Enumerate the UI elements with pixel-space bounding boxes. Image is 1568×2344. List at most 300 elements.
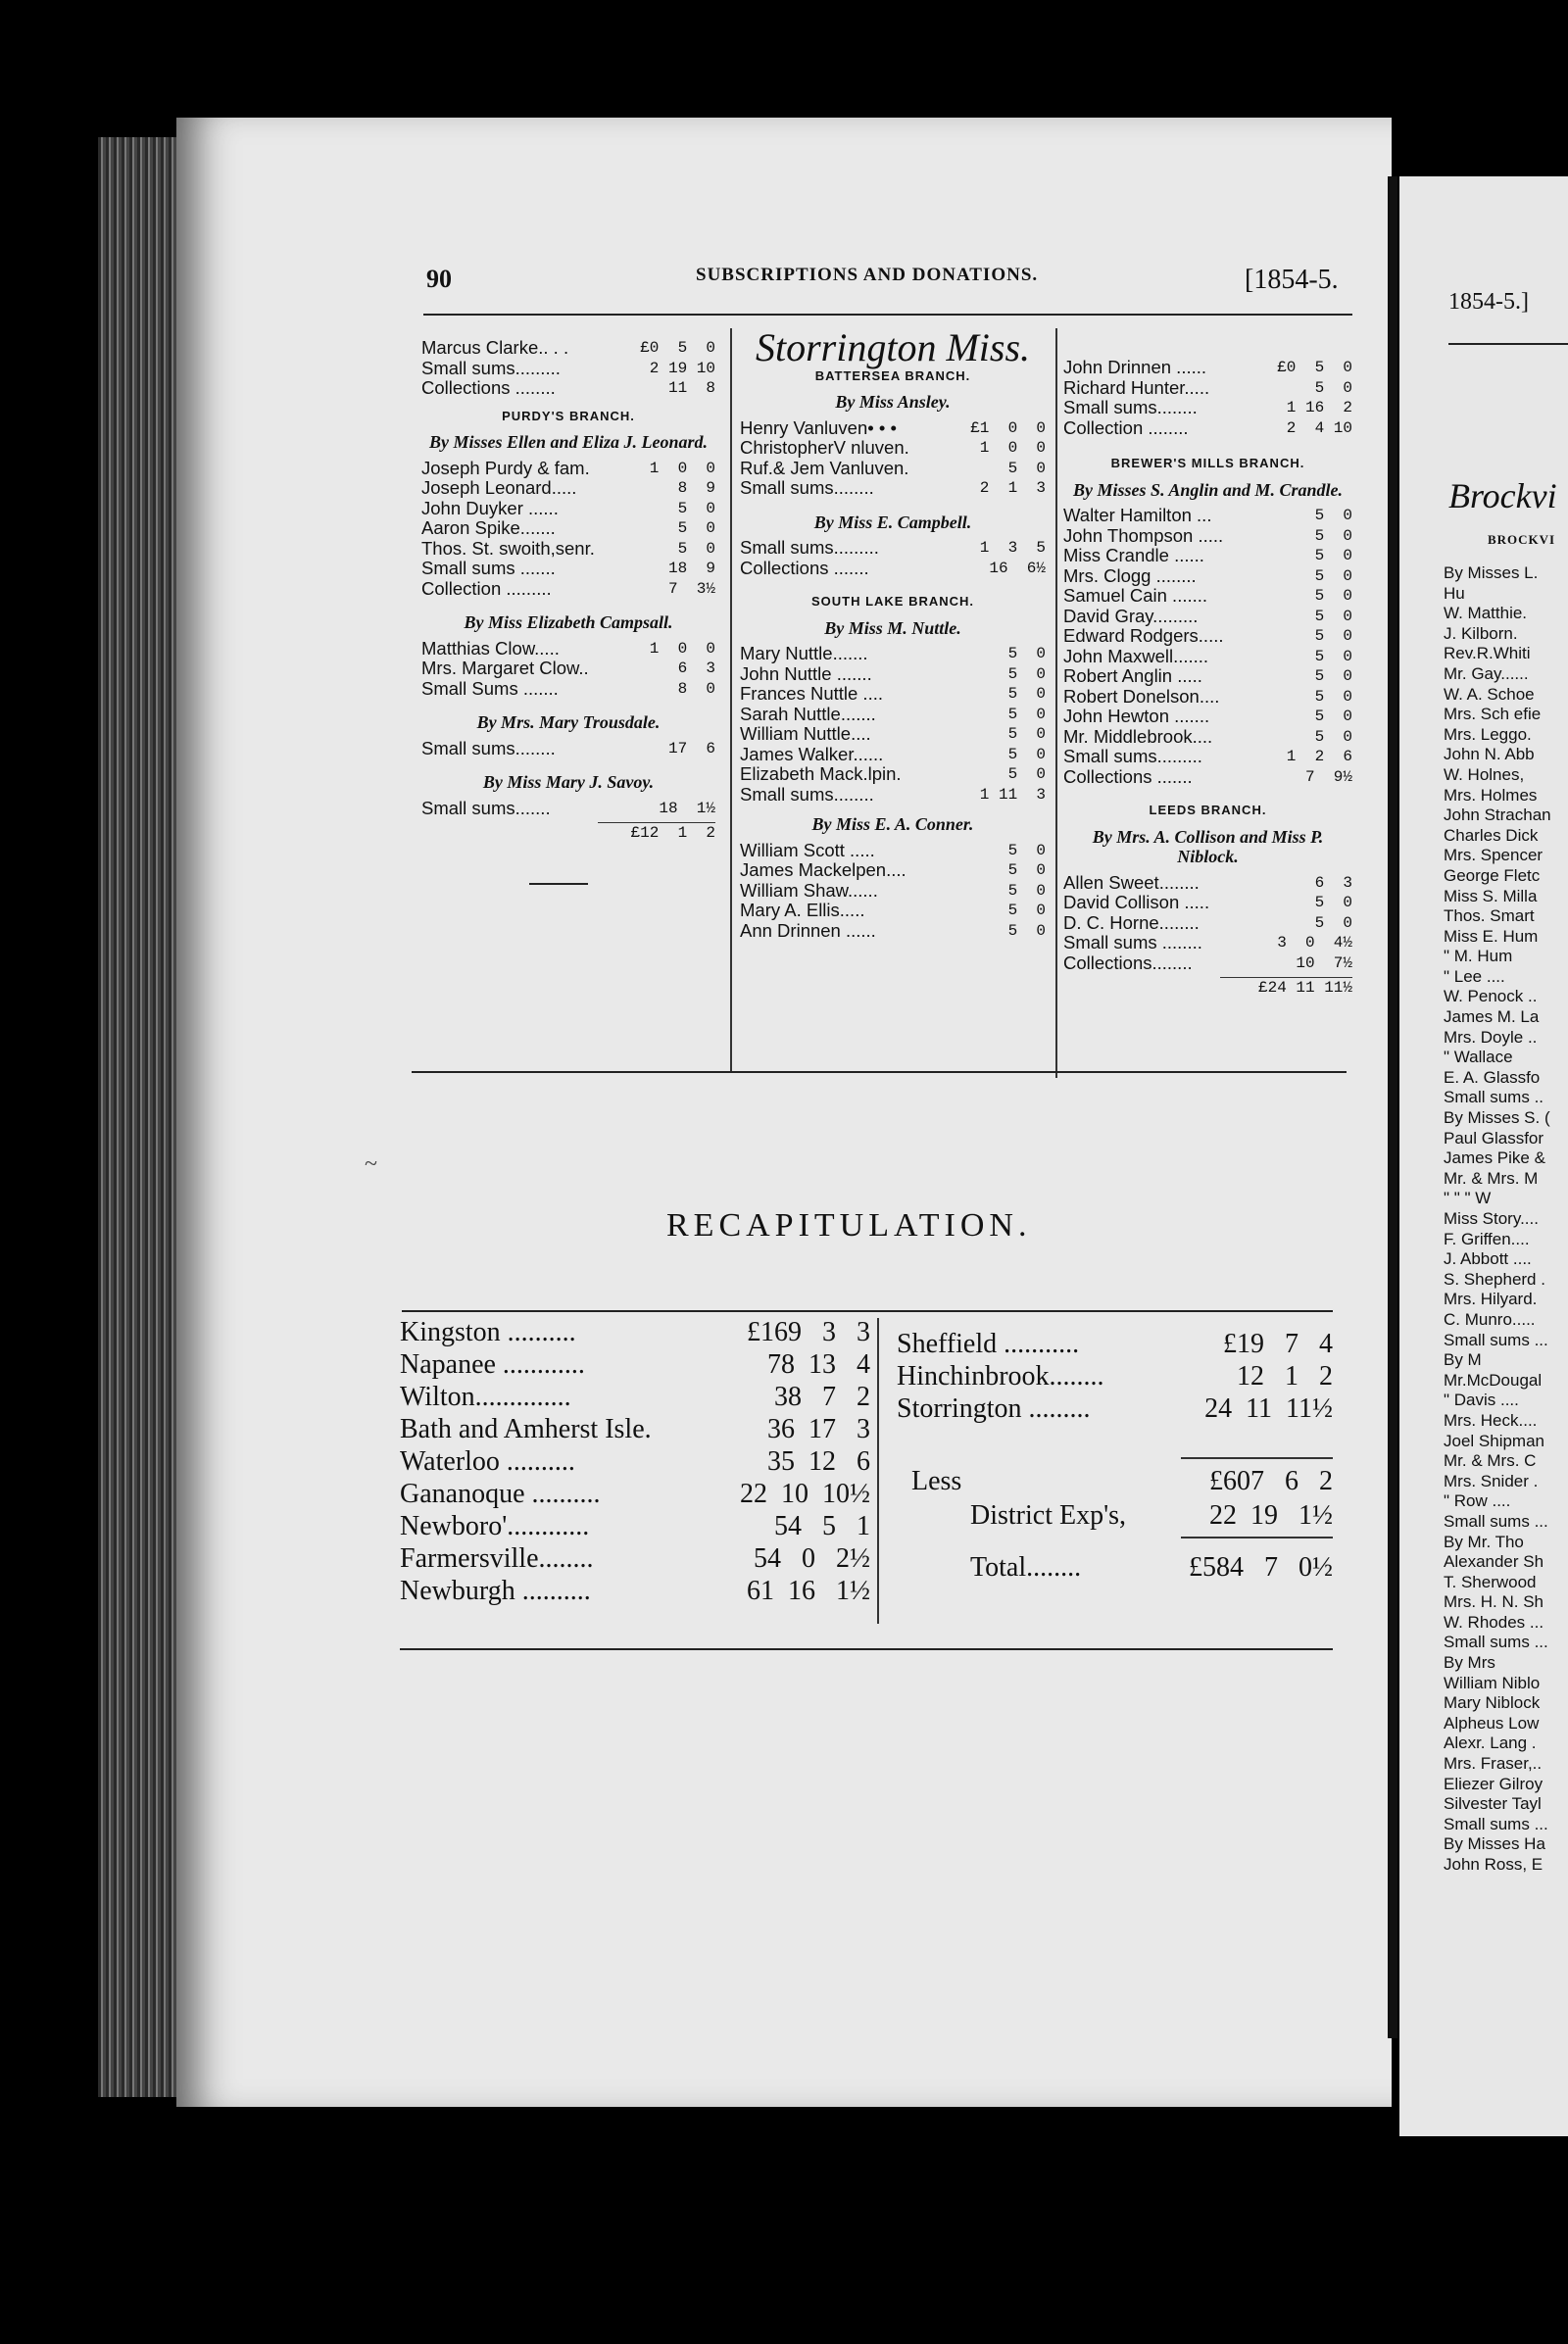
fragment-line: " Wallace [1444, 1048, 1513, 1067]
entry-amount: 5 0 [1007, 841, 1046, 859]
ledger-row [740, 724, 1046, 745]
entry-label: John Thompson ..... [1063, 524, 1224, 546]
column-2 [740, 325, 1046, 941]
ledger-row [421, 579, 715, 600]
ledger-row [740, 764, 1046, 785]
fragment-line: Small sums ... [1444, 1633, 1548, 1652]
collector-line: By Miss Ansley. [835, 392, 951, 412]
column-divider-1 [730, 328, 732, 1073]
ledger-row [1063, 378, 1352, 399]
entry-amount: 2 1 3 [979, 479, 1046, 497]
ledger-row [740, 418, 1046, 439]
collector-line: By Misses Ellen and Eliza J. Leonard. [428, 432, 709, 452]
trousdale-list [421, 739, 715, 759]
entry-amount: 18 9 [667, 560, 715, 577]
entry-label: Frances Nuttle .... [740, 683, 883, 704]
entry-label: Small sums........ [1063, 397, 1198, 417]
right-page-rule [1448, 343, 1568, 345]
entry-amount: £1 0 0 [970, 418, 1046, 437]
entry-label: Wilton.............. [400, 1382, 571, 1412]
entry-amount: 5 0 [1007, 645, 1046, 662]
fragment-line: Mary Niblock [1444, 1693, 1541, 1713]
entry-amount: £0 5 0 [1277, 359, 1352, 376]
recap-left-list [400, 1316, 870, 1607]
entry-amount: 1 0 0 [649, 639, 715, 658]
recap-less-label: Less [911, 1466, 962, 1496]
page-number: 90 [426, 265, 452, 293]
entry-amount: 5 0 [1007, 921, 1046, 940]
fragment-line: Mr.McDougal [1444, 1370, 1543, 1390]
ledger-row [897, 1360, 1333, 1392]
entry-amount: 16 6½ [989, 559, 1046, 577]
campsall-list [421, 639, 715, 700]
entry-amount: 5 0 [1314, 913, 1352, 932]
page-gutter [1388, 176, 1397, 2038]
ledger-row [1063, 767, 1352, 788]
entry-amount: 1 16 2 [1286, 399, 1352, 416]
entry-amount: 5 0 [1007, 765, 1046, 783]
ledger-row [421, 659, 715, 679]
entry-label: Robert Donelson.... [1063, 685, 1220, 707]
entry-amount: 12 1 2 [1237, 1361, 1333, 1392]
entry-amount: 5 0 [1314, 378, 1352, 397]
ledger-row [740, 559, 1046, 579]
collector-line: By Miss E. Campbell. [813, 512, 972, 532]
entry-amount: 7 9½ [1304, 767, 1352, 786]
fragment-line: Mrs. Doyle .. [1444, 1027, 1538, 1047]
entry-label: William Shaw...... [740, 879, 878, 901]
fragment-line: Small sums .. [1444, 1088, 1544, 1107]
fragment-line: Eliezer Gilroy [1444, 1774, 1544, 1793]
leeds-list [1063, 873, 1352, 974]
ledger-row [740, 841, 1046, 861]
entry-amount: 61 16 1½ [747, 1576, 870, 1606]
ledger-row [400, 1575, 870, 1607]
ledger-row [740, 684, 1046, 705]
entry-amount: 10 7½ [1296, 953, 1352, 972]
fragment-line: William Niblo [1444, 1673, 1541, 1692]
ledger-row [740, 478, 1046, 499]
entry-amount: 8 9 [677, 479, 715, 497]
fragment-line: John N. Abb [1444, 745, 1535, 764]
recap-left [400, 1316, 870, 1607]
ledger-row [400, 1413, 870, 1445]
entry-amount: 5 0 [1314, 627, 1352, 645]
ledger-row [1063, 607, 1352, 627]
entry-amount: £0 5 0 [640, 339, 715, 357]
fragment-line: By Mr. Tho [1444, 1532, 1524, 1551]
ledger-row [400, 1316, 870, 1348]
entry-label: Aaron Spike....... [421, 517, 556, 538]
entry-label: Gananoque .......... [400, 1479, 601, 1509]
entry-label: Edward Rodgers..... [1063, 625, 1224, 646]
ledger-row [1063, 873, 1352, 894]
fragment-line: Mrs. Spencer [1444, 846, 1544, 865]
entry-label: Napanee ............ [400, 1349, 585, 1380]
fragment-line: John Ross, E [1444, 1855, 1544, 1874]
entry-amount: 1 0 0 [979, 439, 1046, 457]
entry-label: Joseph Purdy & fam. [421, 457, 590, 478]
entry-label: Small sums....... [421, 797, 551, 818]
fragment-line: By Misses Ha [1444, 1834, 1545, 1854]
entry-amount: 5 0 [1007, 881, 1046, 900]
col1-total: £12 1 2 [630, 824, 715, 842]
recap-top-rule [402, 1310, 1333, 1312]
entry-amount: 24 11 11½ [1204, 1393, 1333, 1424]
entry-label: Farmersville........ [400, 1543, 594, 1574]
fragment-line: Mrs. Leggo. [1444, 724, 1532, 744]
recap-right-list [897, 1328, 1333, 1425]
entry-label: Ann Drinnen ...... [740, 919, 876, 941]
entry-label: Walter Hamilton ... [1063, 505, 1212, 525]
fragment-line: Small sums ... [1444, 1330, 1548, 1349]
ledger-row [1063, 586, 1352, 607]
ledger-row [740, 644, 1046, 664]
ledger-row [1063, 727, 1352, 748]
column-3 [1063, 358, 1352, 999]
fragment-line: C. Munro..... [1444, 1309, 1536, 1329]
entry-amount: 5 0 [1007, 861, 1046, 879]
entry-amount: 1 3 5 [979, 539, 1046, 557]
ledger-row [740, 785, 1046, 806]
column-1 [421, 338, 715, 885]
right-page-year: 1854-5.] [1448, 289, 1529, 315]
entry-label: David Collison ..... [1063, 892, 1210, 912]
entry-amount: 3 0 4½ [1277, 934, 1352, 952]
collector-line: By Mrs. Mary Trousdale. [476, 712, 661, 732]
entry-label: Allen Sweet........ [1063, 871, 1200, 893]
branch-heading: SOUTH LAKE BRANCH. [810, 594, 975, 609]
fragment-line: By Mrs [1444, 1653, 1495, 1673]
ledger-row [421, 679, 715, 700]
entry-label: Bath and Amherst Isle. [400, 1414, 652, 1444]
fragment-line: Paul Glassfor [1444, 1128, 1544, 1148]
conner-list [740, 841, 1046, 942]
entry-amount: 5 0 [1007, 664, 1046, 683]
ledger-row [1063, 647, 1352, 667]
entry-amount: 5 0 [1007, 705, 1046, 723]
collector-line: By Mrs. A. Collison and Miss P. Niblock. [1092, 826, 1324, 866]
ledger-row [1063, 913, 1352, 934]
savoy-list [421, 799, 715, 819]
fragment-line: Mrs. Holmes [1444, 785, 1538, 805]
fragment-line: Mrs. Hilyard. [1444, 1290, 1538, 1309]
fragment-line: J. Kilborn. [1444, 623, 1518, 643]
entry-amount: 2 19 10 [649, 359, 715, 377]
recap-gross: £607 6 2 [1209, 1466, 1333, 1496]
entry-amount: 38 7 2 [774, 1382, 870, 1412]
fragment-line: W. Rhodes ... [1444, 1612, 1544, 1632]
ledger-row [1063, 358, 1352, 378]
entry-label: David Gray......... [1063, 605, 1199, 626]
entry-label: Hinchinbrook........ [897, 1361, 1104, 1392]
fragment-line: By M [1444, 1350, 1482, 1370]
branch-heading: PURDY'S BRANCH. [502, 408, 635, 423]
fragment-line: Mr. & Mrs. C [1444, 1451, 1537, 1471]
ledger-row [400, 1445, 870, 1478]
entry-label: Small sums......... [421, 357, 561, 378]
entry-amount: 36 17 3 [767, 1414, 870, 1444]
recap-title: RECAPITULATION. [666, 1207, 1032, 1244]
ledger-row [421, 499, 715, 519]
recap-district-label: District Exp's, [970, 1500, 1127, 1531]
entry-label: Collection ........ [1063, 416, 1189, 438]
entry-label: Richard Hunter..... [1063, 376, 1210, 398]
column-divider-2 [1055, 328, 1057, 1078]
ledger-row [897, 1392, 1333, 1425]
entry-amount: 5 0 [1314, 894, 1352, 911]
fragment-line: " Davis .... [1444, 1391, 1519, 1410]
ledger-row [400, 1542, 870, 1575]
ledger-row [421, 639, 715, 659]
col3-total: £24 11 11½ [1257, 979, 1352, 997]
ledger-row [421, 459, 715, 479]
fragment-line: Charles Dick [1444, 825, 1539, 845]
battersea-list [740, 418, 1046, 499]
collector-line: By Miss Mary J. Savoy. [482, 772, 655, 792]
section-rule [412, 1071, 1347, 1073]
entry-label: Newboro'............ [400, 1511, 590, 1541]
entry-label: John Duyker ...... [421, 497, 559, 518]
ledger-row [1063, 953, 1352, 974]
collector-line: By Miss E. A. Conner. [811, 814, 974, 834]
ledger-row [1063, 546, 1352, 566]
entry-amount: 5 0 [677, 539, 715, 558]
fragment-line: Mrs. H. N. Sh [1444, 1592, 1544, 1612]
ledger-row [740, 881, 1046, 902]
southlake-list [740, 644, 1046, 805]
right-page-branch: BROCKVI [1488, 532, 1556, 547]
ledger-row [1063, 707, 1352, 727]
entry-label: Henry Vanluven• • • [740, 416, 897, 438]
campbell-list [740, 538, 1046, 578]
entry-label: John Nuttle ....... [740, 662, 872, 684]
ledger-row [1063, 506, 1352, 526]
right-page-heading: Brockvi [1448, 476, 1557, 515]
entry-amount: 5 0 [1314, 547, 1352, 564]
entry-amount: 5 0 [677, 519, 715, 537]
fragment-line: Mr. & Mrs. M [1444, 1168, 1539, 1188]
ledger-row [740, 664, 1046, 685]
entry-amount: 5 0 [677, 499, 715, 517]
header-rule [423, 314, 1352, 316]
fragment-line: S. Shepherd . [1444, 1269, 1545, 1289]
entry-label: Small sums ....... [421, 558, 556, 578]
entry-amount: £19 7 4 [1223, 1329, 1333, 1359]
ledger-row [1063, 566, 1352, 587]
fragment-line: By Misses S. ( [1444, 1108, 1550, 1128]
branch-heading: LEEDS BRANCH. [1149, 803, 1267, 817]
entry-label: Elizabeth Mack.lpin. [740, 763, 902, 784]
recap-sum-rule [1181, 1457, 1333, 1459]
entry-amount: 78 13 4 [767, 1349, 870, 1380]
branch-heading: BREWER'S MILLS BRANCH. [1110, 456, 1305, 470]
entry-label: Small sums......... [1063, 746, 1202, 766]
entry-amount: 18 1½ [659, 799, 715, 817]
page-title: SUBSCRIPTIONS AND DONATIONS. [696, 265, 1039, 285]
fragment-line: Small sums ... [1444, 1814, 1548, 1833]
entry-amount: 1 2 6 [1286, 748, 1352, 765]
fragment-line: F. Griffen.... [1444, 1229, 1530, 1248]
entry-label: Mary A. Ellis..... [740, 900, 865, 920]
entry-amount: 5 0 [1314, 687, 1352, 706]
fragment-line: Mrs. Snider . [1444, 1471, 1539, 1490]
fragment-line: " " " W [1444, 1189, 1492, 1208]
right-page-lines [1444, 563, 1551, 1876]
ledger-row [740, 438, 1046, 459]
entry-label: Small Sums ....... [421, 677, 559, 699]
fragment-line: W. Holnes, [1444, 764, 1525, 784]
recap-total-amount: £584 7 0½ [1189, 1552, 1333, 1583]
entry-amount: 2 4 10 [1286, 418, 1352, 437]
entry-label: Collections ........ [421, 377, 556, 398]
ledger-row [421, 359, 715, 379]
fragment-line: Hu [1444, 583, 1465, 603]
entry-label: William Scott ..... [740, 839, 875, 860]
fragment-line: James Pike & [1444, 1148, 1545, 1168]
entry-label: Mary Nuttle....... [740, 643, 868, 663]
entry-label: Samuel Cain ....... [1063, 585, 1208, 606]
entry-amount: 17 6 [667, 739, 715, 757]
ledger-row [1063, 626, 1352, 647]
entry-label: Joseph Leonard..... [421, 477, 577, 498]
entry-amount: 5 0 [1314, 647, 1352, 665]
collector-line: By Miss Elizabeth Campsall. [464, 612, 673, 632]
col1-top-list [421, 338, 715, 399]
fragment-line: J. Abbott .... [1444, 1249, 1532, 1269]
entry-label: Collections ....... [1063, 765, 1193, 787]
entry-label: James Mackelpen.... [740, 859, 906, 880]
ledger-row [421, 378, 715, 399]
fragment-line: Miss E. Hum [1444, 926, 1539, 946]
ledger-row [740, 459, 1046, 479]
fragment-line: Joel Shipman [1444, 1431, 1545, 1450]
entry-amount: £169 3 3 [747, 1317, 870, 1347]
entry-label: D. C. Horne........ [1063, 911, 1200, 933]
entry-amount: 5 0 [1314, 566, 1352, 585]
entry-label: Sheffield ........... [897, 1329, 1080, 1359]
entry-label: James Walker...... [740, 743, 884, 764]
entry-label: Miss Crandle ...... [1063, 545, 1204, 565]
fragment-line: Alpheus Low [1444, 1713, 1540, 1733]
entry-amount: 7 3½ [667, 579, 715, 598]
entry-label: Collection ......... [421, 577, 552, 599]
entry-label: Collections........ [1063, 952, 1193, 973]
fragment-line: W. A. Schoe [1444, 684, 1535, 704]
fragment-line: E. A. Glassfo [1444, 1067, 1541, 1087]
brewers-list [1063, 506, 1352, 787]
ledger-row [421, 478, 715, 499]
entry-amount: 5 0 [1314, 507, 1352, 524]
ledger-row [740, 860, 1046, 881]
entry-amount: 1 11 3 [979, 785, 1046, 804]
entry-label: Marcus Clarke.. . . [421, 337, 569, 358]
entry-label: John Maxwell....... [1063, 645, 1209, 666]
recap-total-rule [1181, 1537, 1333, 1538]
ledger-row [400, 1478, 870, 1510]
recap-divider [877, 1318, 879, 1624]
entry-amount: 5 0 [1007, 725, 1046, 743]
fragment-line: George Fletc [1444, 865, 1541, 885]
ledger-row [1063, 526, 1352, 547]
fragment-line: Mr. Gay...... [1444, 663, 1529, 683]
fragment-line: Mrs. Fraser,.. [1444, 1754, 1543, 1774]
fragment-line: T. Sherwood [1444, 1572, 1537, 1591]
entry-label: Matthias Clow..... [421, 637, 560, 659]
ledger-row [1063, 398, 1352, 418]
ledger-row [740, 745, 1046, 765]
entry-label: Thos. St. swoith,senr. [421, 537, 595, 559]
entry-amount: 6 3 [677, 659, 715, 677]
page-year: [1854-5. [1245, 265, 1339, 295]
entry-label: Collections ....... [740, 557, 869, 578]
entry-label: Sarah Nuttle....... [740, 703, 876, 724]
entry-label: Waterloo .......... [400, 1446, 575, 1477]
ledger-row [1063, 893, 1352, 913]
entry-label: Small sums......... [740, 537, 879, 558]
fragment-line: Alexr. Lang . [1444, 1734, 1537, 1753]
entry-amount: 5 0 [1314, 667, 1352, 685]
recap-bottom-rule [400, 1648, 1333, 1650]
entry-label: Mr. Middlebrook.... [1063, 725, 1213, 747]
entry-amount: 1 0 0 [649, 459, 715, 477]
ledger-row [740, 705, 1046, 725]
entry-label: Robert Anglin ..... [1063, 665, 1202, 686]
entry-amount: 54 0 2½ [754, 1543, 870, 1574]
ledger-row [740, 901, 1046, 921]
entry-label: Small sums ........ [1063, 932, 1202, 952]
entry-label: Mrs. Clogg ........ [1063, 564, 1197, 586]
entry-label: Small sums........ [421, 737, 556, 758]
right-page-fragment [1399, 176, 1568, 2136]
entry-amount: 5 0 [1007, 745, 1046, 763]
fragment-line: James M. La [1444, 1007, 1540, 1027]
short-rule [529, 883, 588, 885]
ledger-row [421, 739, 715, 759]
ledger-row [421, 559, 715, 579]
entry-amount: 8 0 [677, 679, 715, 698]
fragment-line: Small sums ... [1444, 1511, 1548, 1531]
fragment-line: Mrs. Sch efie [1444, 705, 1542, 724]
fragment-line: Silvester Tayl [1444, 1794, 1542, 1814]
recap-district-amount: 22 19 1½ [1209, 1500, 1333, 1531]
ledger-row [1063, 933, 1352, 953]
entry-amount: 5 0 [1314, 587, 1352, 605]
ledger-row [740, 538, 1046, 559]
ledger-row [1063, 747, 1352, 767]
pencil-mark: ~ [365, 1151, 377, 1177]
fragment-line: Thos. Smart [1444, 906, 1535, 926]
entry-amount: 5 0 [1007, 685, 1046, 703]
fragment-line: " Lee .... [1444, 966, 1505, 986]
entry-amount: 5 0 [1314, 727, 1352, 746]
mission-title: Storrington Miss. [755, 325, 1031, 369]
entry-label: ChristopherV nluven. [740, 437, 909, 458]
ledger-row [1063, 666, 1352, 687]
collector-line: By Misses S. Anglin and M. Crandle. [1073, 479, 1343, 500]
ledger-row [1063, 418, 1352, 439]
entry-label: Small sums........ [740, 783, 874, 805]
ledger-row [1063, 687, 1352, 708]
entry-amount: 5 0 [1007, 902, 1046, 919]
entry-amount: 11 8 [667, 379, 715, 397]
entry-label: Ruf.& Jem Vanluven. [740, 457, 909, 478]
ledger-row [421, 799, 715, 819]
entry-label: John Hewton ....... [1063, 706, 1210, 726]
entry-amount: 22 10 10½ [740, 1479, 870, 1509]
fragment-line: Rev.R.Whiti [1444, 644, 1531, 663]
entry-label: John Drinnen ...... [1063, 357, 1207, 377]
